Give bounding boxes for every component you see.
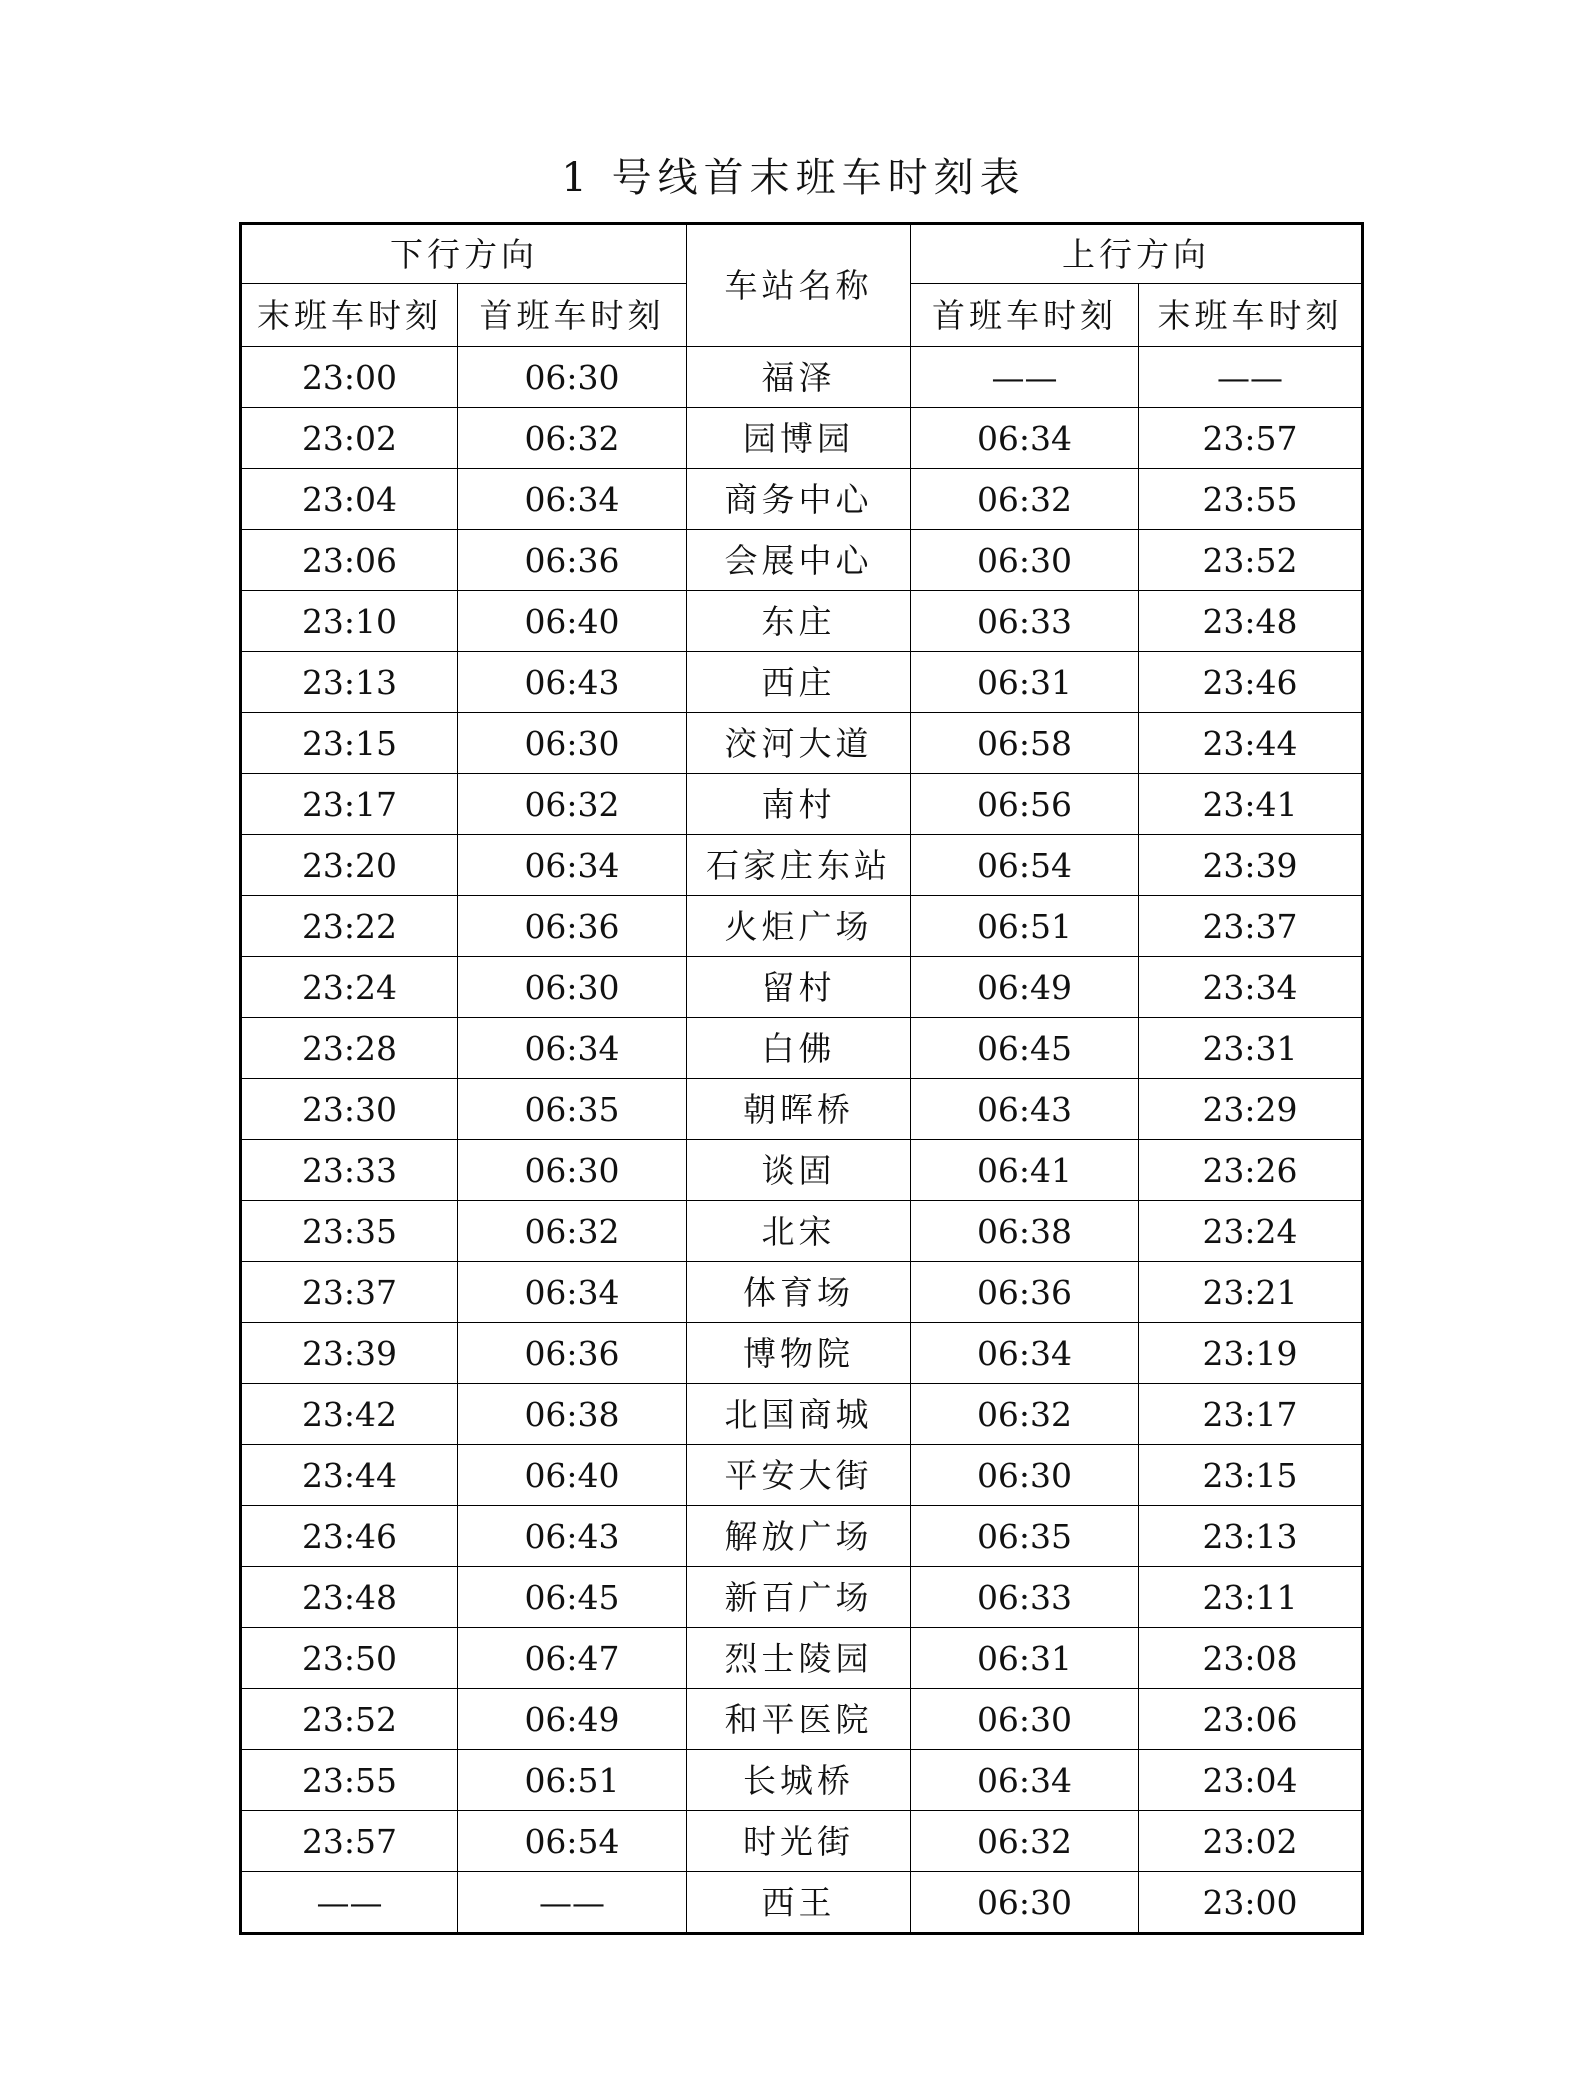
cell-station: 石家庄东站 (687, 835, 911, 896)
cell-up-first: 06:43 (911, 1079, 1139, 1140)
cell-down-last: 23:06 (241, 530, 458, 591)
cell-up-last: 23:37 (1139, 896, 1363, 957)
cell-down-last: 23:39 (241, 1323, 458, 1384)
table-row (241, 1140, 1363, 1201)
table-row (241, 1445, 1363, 1506)
timetable (239, 222, 1364, 1935)
cell-station: 谈固 (687, 1140, 911, 1201)
cell-down-last: 23:28 (241, 1018, 458, 1079)
header-down-first: 首班车时刻 (458, 284, 687, 347)
cell-down-last: 23:33 (241, 1140, 458, 1201)
cell-up-first: 06:33 (911, 1567, 1139, 1628)
table-row (241, 1689, 1363, 1750)
cell-up-last: 23:46 (1139, 652, 1363, 713)
table-row (241, 1811, 1363, 1872)
cell-down-last: —— (241, 1872, 458, 1934)
cell-down-last: 23:37 (241, 1262, 458, 1323)
table-row (241, 1323, 1363, 1384)
cell-station: 时光街 (687, 1811, 911, 1872)
cell-station: 解放广场 (687, 1506, 911, 1567)
cell-down-first: 06:40 (458, 1445, 687, 1506)
cell-up-last: 23:41 (1139, 774, 1363, 835)
cell-station: 烈士陵园 (687, 1628, 911, 1689)
cell-up-last: 23:52 (1139, 530, 1363, 591)
cell-station: 北国商城 (687, 1384, 911, 1445)
cell-up-last: 23:06 (1139, 1689, 1363, 1750)
cell-station: 博物院 (687, 1323, 911, 1384)
table-row (241, 469, 1363, 530)
cell-up-first: 06:49 (911, 957, 1139, 1018)
cell-up-first: 06:31 (911, 652, 1139, 713)
cell-up-last: 23:13 (1139, 1506, 1363, 1567)
cell-up-last: 23:29 (1139, 1079, 1363, 1140)
cell-down-first: 06:30 (458, 1140, 687, 1201)
cell-up-last: 23:08 (1139, 1628, 1363, 1689)
cell-up-first: —— (911, 347, 1139, 408)
cell-down-first: 06:32 (458, 774, 687, 835)
cell-up-last: 23:04 (1139, 1750, 1363, 1811)
cell-up-first: 06:45 (911, 1018, 1139, 1079)
cell-up-last: 23:34 (1139, 957, 1363, 1018)
cell-station: 火炬广场 (687, 896, 911, 957)
table-row (241, 1506, 1363, 1567)
cell-up-first: 06:32 (911, 1384, 1139, 1445)
cell-station: 福泽 (687, 347, 911, 408)
cell-up-first: 06:58 (911, 713, 1139, 774)
cell-up-last: 23:15 (1139, 1445, 1363, 1506)
cell-down-first: 06:43 (458, 652, 687, 713)
cell-down-last: 23:00 (241, 347, 458, 408)
cell-down-last: 23:20 (241, 835, 458, 896)
cell-down-first: 06:43 (458, 1506, 687, 1567)
cell-down-last: 23:30 (241, 1079, 458, 1140)
cell-up-first: 06:34 (911, 1323, 1139, 1384)
cell-up-first: 06:33 (911, 591, 1139, 652)
table-row (241, 408, 1363, 469)
cell-up-last: 23:26 (1139, 1140, 1363, 1201)
cell-up-last: 23:17 (1139, 1384, 1363, 1445)
table-row (241, 835, 1363, 896)
header-up-direction: 上行方向 (911, 224, 1363, 284)
table-row (241, 347, 1363, 408)
cell-up-first: 06:34 (911, 408, 1139, 469)
page-title: 1 号线首末班车时刻表 (561, 155, 1026, 201)
cell-up-first: 06:31 (911, 1628, 1139, 1689)
cell-station: 西王 (687, 1872, 911, 1934)
cell-down-first: 06:30 (458, 957, 687, 1018)
cell-up-first: 06:34 (911, 1750, 1139, 1811)
cell-down-last: 23:15 (241, 713, 458, 774)
cell-station: 平安大街 (687, 1445, 911, 1506)
cell-down-last: 23:55 (241, 1750, 458, 1811)
cell-up-last: 23:00 (1139, 1872, 1363, 1934)
cell-up-last: 23:55 (1139, 469, 1363, 530)
header-down-last: 末班车时刻 (241, 284, 458, 347)
table-row (241, 1201, 1363, 1262)
table-row (241, 1567, 1363, 1628)
cell-up-first: 06:30 (911, 1445, 1139, 1506)
cell-up-first: 06:30 (911, 530, 1139, 591)
cell-up-last: 23:24 (1139, 1201, 1363, 1262)
cell-station: 北宋 (687, 1201, 911, 1262)
cell-down-last: 23:04 (241, 469, 458, 530)
cell-down-first: 06:40 (458, 591, 687, 652)
cell-down-last: 23:48 (241, 1567, 458, 1628)
cell-down-last: 23:52 (241, 1689, 458, 1750)
table-row (241, 1262, 1363, 1323)
cell-station: 商务中心 (687, 469, 911, 530)
cell-down-first: 06:51 (458, 1750, 687, 1811)
cell-up-first: 06:54 (911, 835, 1139, 896)
cell-down-first: 06:32 (458, 1201, 687, 1262)
cell-down-last: 23:46 (241, 1506, 458, 1567)
cell-up-first: 06:38 (911, 1201, 1139, 1262)
table-row (241, 530, 1363, 591)
cell-down-last: 23:50 (241, 1628, 458, 1689)
header-up-first: 首班车时刻 (911, 284, 1139, 347)
cell-down-last: 23:35 (241, 1201, 458, 1262)
cell-down-last: 23:02 (241, 408, 458, 469)
cell-down-first: 06:54 (458, 1811, 687, 1872)
table-row (241, 896, 1363, 957)
cell-down-first: 06:49 (458, 1689, 687, 1750)
cell-down-first: 06:30 (458, 713, 687, 774)
table-row (241, 1628, 1363, 1689)
table-row (241, 652, 1363, 713)
cell-down-first: 06:45 (458, 1567, 687, 1628)
cell-station: 体育场 (687, 1262, 911, 1323)
cell-station: 园博园 (687, 408, 911, 469)
cell-up-first: 06:32 (911, 469, 1139, 530)
cell-station: 和平医院 (687, 1689, 911, 1750)
header-row-1 (241, 224, 1363, 284)
cell-up-last: 23:21 (1139, 1262, 1363, 1323)
cell-up-last: 23:44 (1139, 713, 1363, 774)
cell-up-first: 06:36 (911, 1262, 1139, 1323)
header-down-direction: 下行方向 (241, 224, 687, 284)
table-row (241, 591, 1363, 652)
cell-up-first: 06:41 (911, 1140, 1139, 1201)
cell-up-first: 06:32 (911, 1811, 1139, 1872)
cell-station: 留村 (687, 957, 911, 1018)
cell-station: 东庄 (687, 591, 911, 652)
cell-down-last: 23:13 (241, 652, 458, 713)
cell-down-first: 06:30 (458, 347, 687, 408)
cell-down-first: 06:34 (458, 835, 687, 896)
header-station-name: 车站名称 (687, 224, 911, 347)
table-row (241, 1750, 1363, 1811)
cell-down-last: 23:42 (241, 1384, 458, 1445)
cell-down-first: 06:36 (458, 530, 687, 591)
cell-up-last: 23:39 (1139, 835, 1363, 896)
cell-down-first: 06:36 (458, 896, 687, 957)
cell-station: 新百广场 (687, 1567, 911, 1628)
cell-down-last: 23:17 (241, 774, 458, 835)
table-row (241, 1018, 1363, 1079)
cell-up-last: 23:31 (1139, 1018, 1363, 1079)
cell-up-last: —— (1139, 347, 1363, 408)
cell-station: 西庄 (687, 652, 911, 713)
cell-up-last: 23:48 (1139, 591, 1363, 652)
timetable-body (241, 347, 1363, 1934)
table-row (241, 957, 1363, 1018)
cell-up-first: 06:51 (911, 896, 1139, 957)
cell-down-last: 23:24 (241, 957, 458, 1018)
cell-up-first: 06:30 (911, 1689, 1139, 1750)
cell-station: 南村 (687, 774, 911, 835)
cell-down-last: 23:22 (241, 896, 458, 957)
table-row (241, 774, 1363, 835)
cell-station: 长城桥 (687, 1750, 911, 1811)
cell-down-first: 06:34 (458, 469, 687, 530)
cell-down-first: 06:32 (458, 408, 687, 469)
cell-station: 朝晖桥 (687, 1079, 911, 1140)
cell-up-last: 23:11 (1139, 1567, 1363, 1628)
header-up-last: 末班车时刻 (1139, 284, 1363, 347)
table-row (241, 1384, 1363, 1445)
cell-station: 会展中心 (687, 530, 911, 591)
table-row (241, 1079, 1363, 1140)
table-row (241, 713, 1363, 774)
cell-down-first: 06:34 (458, 1018, 687, 1079)
cell-up-last: 23:02 (1139, 1811, 1363, 1872)
cell-down-last: 23:10 (241, 591, 458, 652)
cell-up-first: 06:56 (911, 774, 1139, 835)
cell-down-first: 06:38 (458, 1384, 687, 1445)
cell-up-last: 23:19 (1139, 1323, 1363, 1384)
cell-down-first: 06:36 (458, 1323, 687, 1384)
cell-up-last: 23:57 (1139, 408, 1363, 469)
cell-up-first: 06:35 (911, 1506, 1139, 1567)
table-row (241, 1872, 1363, 1934)
cell-down-last: 23:57 (241, 1811, 458, 1872)
cell-station: 白佛 (687, 1018, 911, 1079)
cell-station: 洨河大道 (687, 713, 911, 774)
cell-down-first: 06:47 (458, 1628, 687, 1689)
cell-down-last: 23:44 (241, 1445, 458, 1506)
cell-up-first: 06:30 (911, 1872, 1139, 1934)
cell-down-first: —— (458, 1872, 687, 1934)
cell-down-first: 06:34 (458, 1262, 687, 1323)
cell-down-first: 06:35 (458, 1079, 687, 1140)
